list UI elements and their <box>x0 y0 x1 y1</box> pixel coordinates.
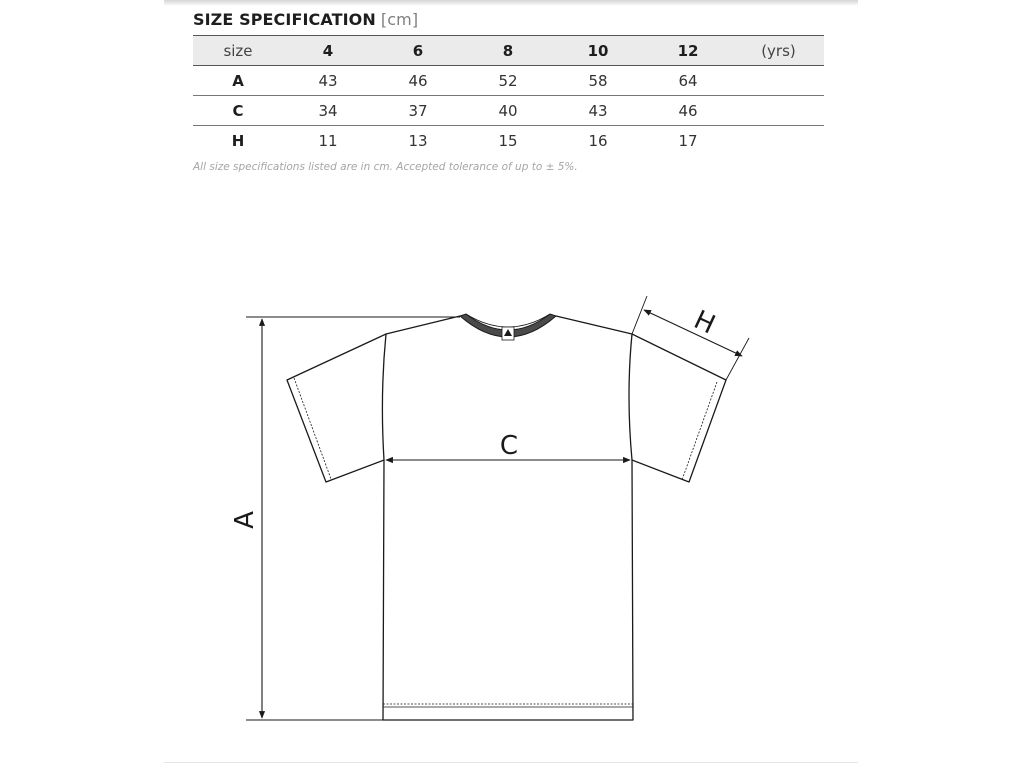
size-spec-unit: [cm] <box>380 10 419 29</box>
table-cell: 17 <box>678 131 698 150</box>
size-8-header: 8 <box>463 36 553 66</box>
table-cell: 15 <box>498 131 518 150</box>
table-cell: 11 <box>318 131 338 150</box>
table-cell: 16 <box>588 131 608 150</box>
size-spec-title-text: SIZE SPECIFICATION <box>193 10 376 29</box>
row-label-c: C <box>193 96 283 126</box>
dimension-label-c: C <box>499 431 519 461</box>
size-4-header: 4 <box>283 36 373 66</box>
table-cell: 46 <box>373 66 463 96</box>
table-cell: 52 <box>463 66 553 96</box>
years-unit-header: (yrs) <box>733 36 824 66</box>
table-cell: 13 <box>408 131 428 150</box>
table-cell: 58 <box>553 66 643 96</box>
dimension-label-a: A <box>230 511 260 529</box>
left-sleeve-hem <box>294 378 331 479</box>
table-cell: 34 <box>283 96 373 126</box>
row-label-a: A <box>193 66 283 96</box>
right-sleeve-outline <box>632 334 726 482</box>
header-label: size <box>193 36 283 66</box>
tshirt-outline <box>287 316 726 720</box>
row-label-h: H <box>231 131 245 150</box>
table-cell: 43 <box>553 96 643 126</box>
table-cell: 46 <box>643 96 733 126</box>
size-10-header: 10 <box>553 36 643 66</box>
dimension-a <box>230 317 460 720</box>
table-cell: 37 <box>373 96 463 126</box>
right-sleeve-hem <box>682 382 717 480</box>
table-cell: 64 <box>643 66 733 96</box>
tolerance-note: All size specifications listed are in cm. Accepted tolerance of up to ± 5%. <box>193 161 578 173</box>
tshirt-body-outline <box>382 316 633 720</box>
left-sleeve-outline <box>287 334 386 482</box>
dimension-h <box>632 296 749 380</box>
table-cell: 40 <box>463 96 553 126</box>
size-12-header: 12 <box>643 36 733 66</box>
tshirt-collar <box>460 314 556 340</box>
table-cell: 43 <box>283 66 373 96</box>
dimension-label-h: H <box>689 305 720 341</box>
dimension-c <box>386 431 630 461</box>
size-6-header: 6 <box>373 36 463 66</box>
bottom-divider <box>164 762 858 763</box>
